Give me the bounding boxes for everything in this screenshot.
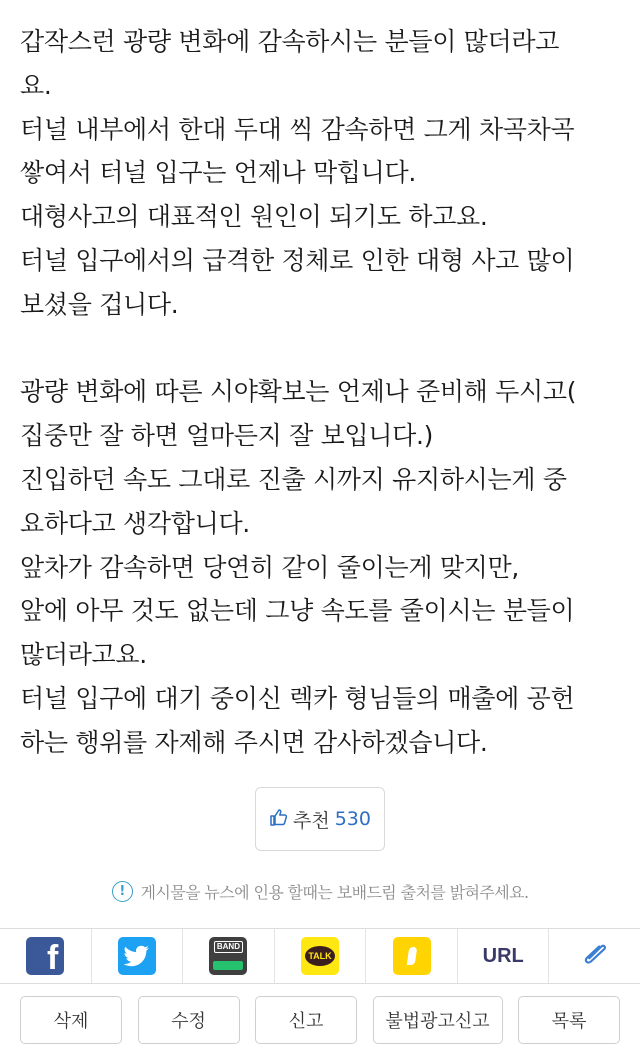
band-label: BAND	[214, 941, 243, 953]
paperclip-icon	[582, 939, 608, 973]
post-line: 많더라고요.	[20, 640, 147, 670]
info-icon: !	[112, 881, 133, 902]
share-bar	[0, 928, 640, 984]
band-green-bar	[213, 961, 243, 970]
share-band-button[interactable]	[183, 929, 275, 983]
post-line: 요.	[20, 70, 52, 100]
post-line: 대형사고의 대표적인 원인이 되기도 하고요.	[20, 202, 488, 232]
delete-button[interactable]: 삭제	[20, 996, 122, 1044]
share-kakaotalk-button[interactable]	[275, 929, 367, 983]
share-facebook-button[interactable]	[0, 929, 92, 983]
citation-notice	[0, 876, 640, 906]
report-ad-button[interactable]: 불법광고신고	[373, 996, 503, 1044]
kakaotalk-icon	[301, 937, 339, 975]
thumbs-up-icon	[269, 807, 289, 832]
post-line: 앞차가 감속하면 당연히 같이 줄이는게 맞지만,	[20, 552, 520, 582]
facebook-icon	[26, 937, 64, 975]
facebook-glyph: f	[46, 939, 59, 975]
post-line: 터널 입구에서의 급격한 정체로 인한 대형 사고 많이	[20, 245, 575, 275]
kakaostory-icon	[393, 937, 431, 975]
share-kakaostory-button[interactable]	[366, 929, 458, 983]
post-line: 터널 입구에 대기 중이신 렉카 형님들의 매출에 공헌	[20, 683, 575, 713]
band-icon	[209, 937, 247, 975]
citation-notice-text: 게시물을 뉴스에 인용 할때는 보배드림 출처를 밝혀주세요.	[140, 882, 529, 902]
kakaotalk-label: TALK	[305, 946, 335, 966]
copy-url-button[interactable]	[458, 929, 550, 983]
post-line: 갑작스런 광량 변화에 감속하시는 분들이 많더라고	[20, 27, 560, 56]
url-label: URL	[482, 944, 524, 967]
post-blank-line	[20, 327, 626, 371]
edit-button[interactable]: 수정	[138, 996, 240, 1044]
post-body	[20, 20, 626, 765]
post-actions	[20, 996, 620, 1044]
twitter-icon	[118, 937, 156, 975]
share-twitter-button[interactable]	[92, 929, 184, 983]
post-line: 요하다고 생각합니다.	[20, 508, 250, 538]
post-line: 하는 행위를 자제해 주시면 감사하겠습니다.	[20, 727, 488, 757]
recommend-count: 530	[334, 808, 371, 830]
report-button[interactable]: 신고	[255, 996, 357, 1044]
kakaostory-mark	[406, 947, 417, 965]
recommend-label: 추천	[293, 809, 330, 832]
post-line: 광량 변화에 따른 시야확보는 언제나 준비해 두시고(	[20, 377, 577, 407]
post-line: 보셨을 겁니다.	[20, 289, 179, 319]
post-line: 집중만 잘 하면 얼마든지 잘 보입니다.)	[20, 421, 434, 451]
post-line: 쌓여서 터널 입구는 언제나 막힙니다.	[20, 158, 416, 188]
recommend-button[interactable]	[255, 787, 385, 851]
list-button[interactable]: 목록	[518, 996, 620, 1044]
post-line: 앞에 아무 것도 없는데 그냥 속도를 줄이시는 분들이	[20, 596, 575, 626]
post-line: 진입하던 속도 그대로 진출 시까지 유지하시는게 중	[20, 464, 567, 494]
post-line: 터널 내부에서 한대 두대 씩 감속하면 그게 차곡차곡	[20, 114, 575, 144]
attach-button[interactable]	[549, 929, 640, 983]
